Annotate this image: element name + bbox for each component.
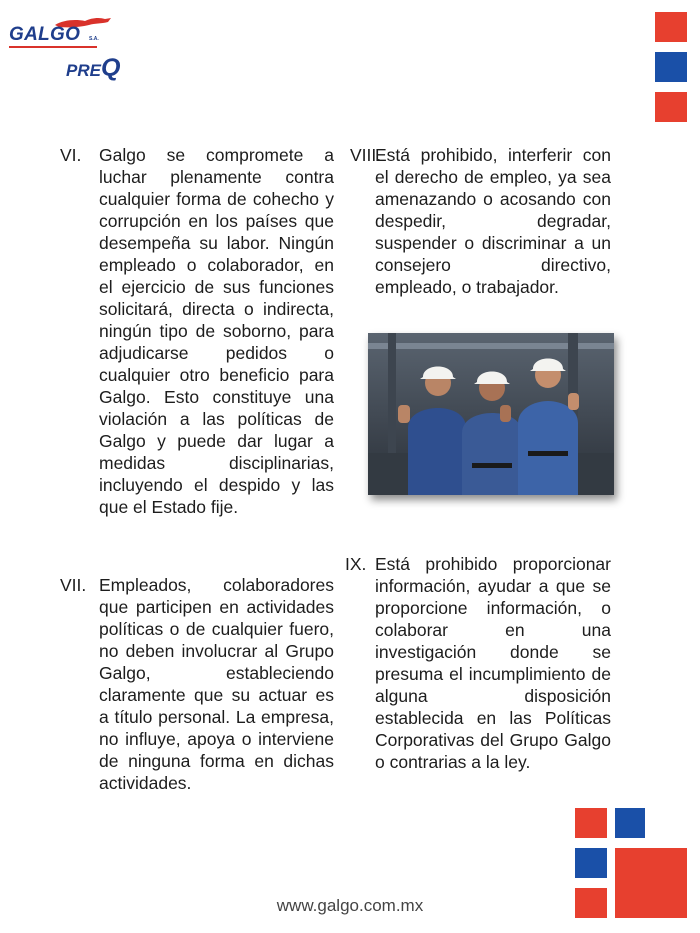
three-workers-thumbs-up-photo [368,333,614,495]
item-number: VIII. [350,145,382,165]
preq-logo-q: Q [100,54,121,82]
galgo-logo-text: GALGO [9,24,81,45]
item-text: Está prohibido, interferir con el derecho de empleo, ya sea amenazando o acosando con despedir, degradar, suspender o discriminar a un consejero directivo, empleado, o trabajador. [375,145,611,297]
item-text: Está prohibido proporcionar información, ayudar a que se proporcione información, o colaborar en una investigación donde se presuma el incumplimiento de alguna disposición establecida en las Políticas Corporativas del Grupo Galgo o contrarias a la ley. [375,554,611,772]
item-number: IX. [345,554,367,574]
galgo-logo [9,16,119,50]
decor-square-red-top [655,12,687,42]
preq-logo [66,54,120,83]
item-text: Empleados, colaboradores que participen en actividades políticas o de cualquier fuero, no deben involucrar al Grupo Galgo, estableciendo claramente que su actuar es a título personal. La empresa, no influye, apoya o interviene de ninguna forma en dichas actividades. [99,575,334,793]
item-number: VII. [60,575,87,595]
item-text: Galgo se compromete a luchar plenamente contra cualquier forma de cohecho y corrupción en los países que desempeña su labor. Ningún empleado o colaborador, en el ejercicio de sus funciones solicitará, directa o indirecta, ningún tipo de soborno, para adjudicarse pedidos o cualquier otro beneficio para Galgo. Esto constituye una violación a las políticas de Galgo y puede dar lugar a medidas disciplinarias, incluyendo el despido y las que el Estado fije. [99,145,334,517]
footer-url: www.galgo.com.mx [276,896,424,915]
preq-logo-pre: PRE [66,61,101,80]
logo-underline [9,46,97,49]
decor-square-blue-b [575,848,607,878]
decor-square-blue-a [615,808,645,838]
decor-square-red-mid [655,92,687,122]
item-number: VI. [60,145,82,165]
decor-square-blue-top [655,52,687,82]
decor-square-red-a [575,808,607,838]
workers-photo [368,333,614,495]
galgo-logo-suffix: S.A. [89,36,99,42]
